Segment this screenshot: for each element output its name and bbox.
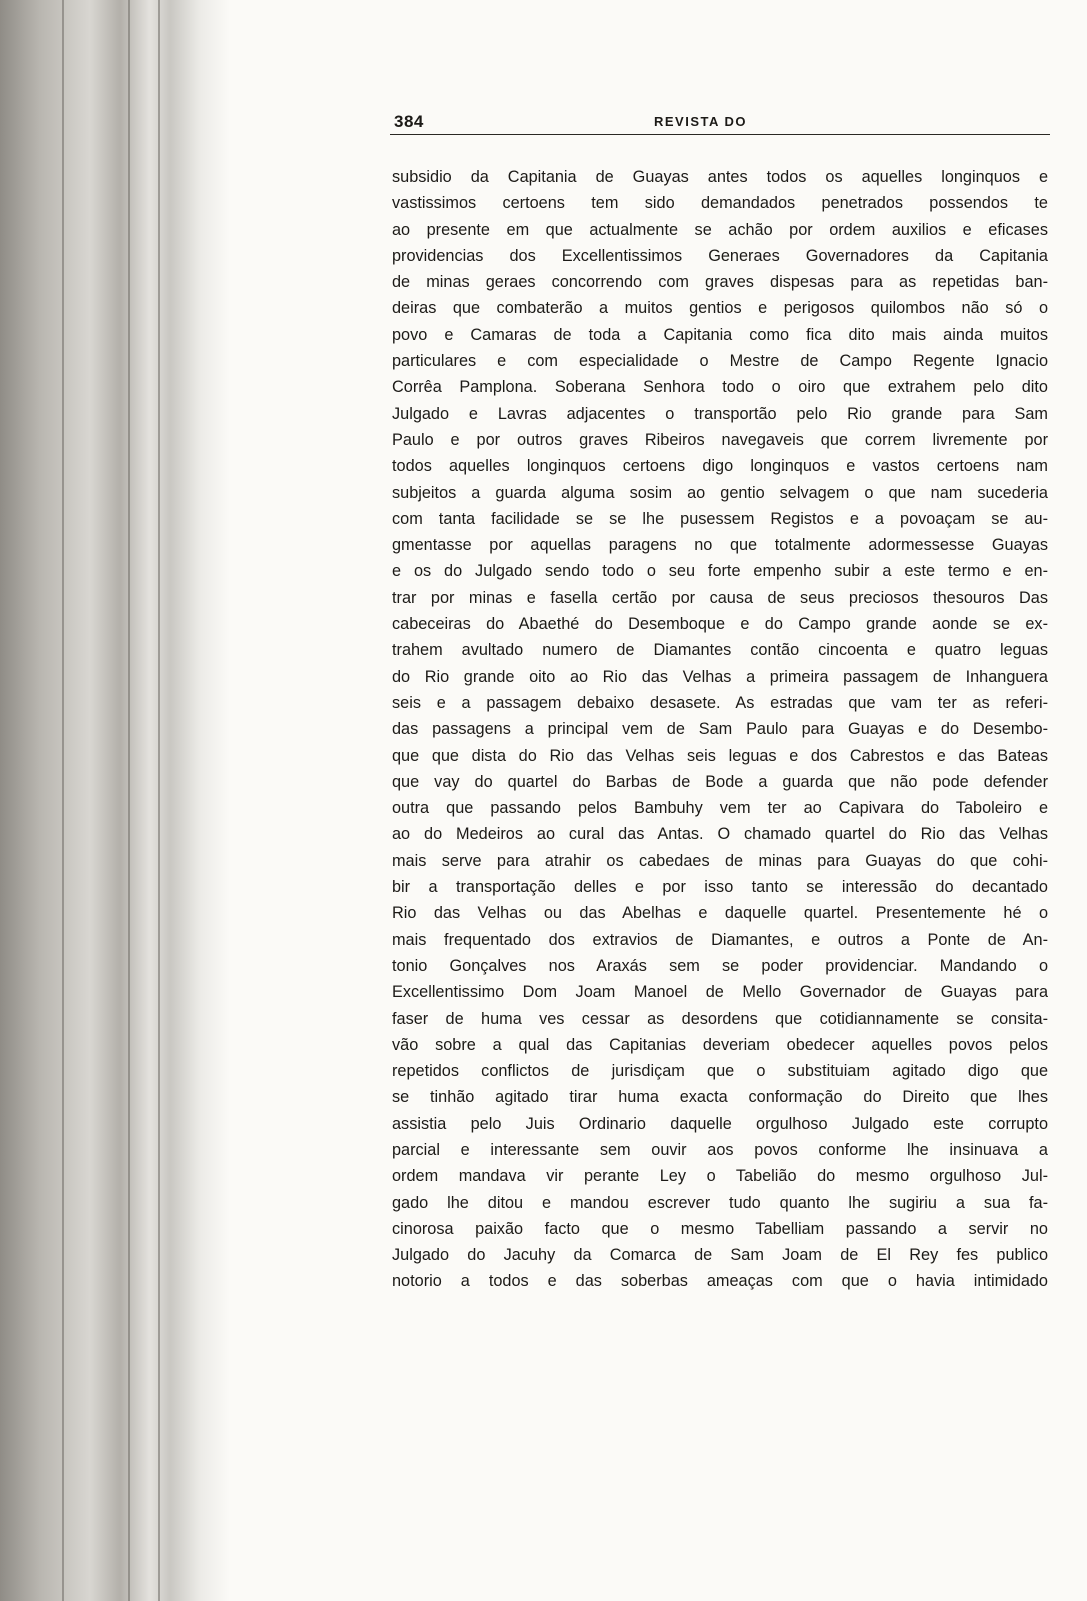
text-line: trahem avultado numero de Diamantes contão cincoenta e quatro leguas [392, 641, 1048, 660]
text-line: de minas geraes concorrendo com graves dispesas para as repetidas ban- [392, 273, 1048, 292]
text-line: que que dista do Rio das Velhas seis leguas e dos Cabrestos e das Bateas [392, 746, 1048, 765]
text-line: gado lhe ditou e mandou escrever tudo quanto lhe sugiriu a sua fa- [392, 1193, 1048, 1212]
text-line: vão sobre a qual das Capitanias deveriam obedecer aquelles povos pelos [392, 1035, 1048, 1054]
binding-line [158, 0, 160, 1601]
page-header [390, 112, 1050, 135]
text-line: das passagens a principal vem de Sam Paulo para Guayas e do Desembo- [392, 720, 1048, 739]
binding-shadow [0, 0, 230, 1601]
text-line: providencias dos Excellentissimos Generaes Governadores da Capitania [392, 246, 1048, 265]
text-line: Julgado e Lavras adjacentes o transportão pelo Rio grande para Sam [392, 404, 1048, 423]
text-line: mais serve para atrahir os cabedaes de minas para Guayas do que cohi- [392, 851, 1048, 870]
text-line: outra que passando pelos Bambuhy vem ter ao Capivara do Taboleiro e [392, 799, 1048, 818]
text-line: Excellentissimo Dom Joam Manoel de Mello Governador de Guayas para [392, 983, 1048, 1002]
text-line: Julgado do Jacuhy da Comarca de Sam Joam de El Rey fes publico [392, 1246, 1048, 1265]
text-line: faser de huma ves cessar as desordens que cotidiannamente se consita- [392, 1009, 1048, 1028]
text-line: parcial e interessante sem ouvir aos povos conforme lhe insinuava a [392, 1140, 1048, 1159]
text-line: notorio a todos e das soberbas ameaças com que o havia intimidado [392, 1272, 1048, 1291]
text-line: com tanta facilidade se se lhe pusessem Registos e a povoaçam se au- [392, 509, 1048, 528]
text-line: cinorosa paixão facto que o mesmo Tabelliam passando a servir no [392, 1219, 1048, 1238]
body-text [392, 164, 1048, 1295]
page-number: 384 [394, 112, 424, 131]
text-line: povo e Camaras de toda a Capitania como fica dito mais ainda muitos [392, 325, 1048, 344]
text-line: ao presente em que actualmente se achão por ordem auxilios e eficases [392, 220, 1048, 239]
text-line: Paulo e por outros graves Ribeiros navegaveis que correm livremente por [392, 430, 1048, 449]
text-line: ao do Medeiros ao cural das Antas. O chamado quartel do Rio das Velhas [392, 825, 1048, 844]
text-line: particulares e com especialidade o Mestre de Campo Regente Ignacio [392, 352, 1048, 371]
text-line: todos aquelles longinquos certoens digo longinquos e vastos certoens nam [392, 457, 1048, 476]
text-line: ordem mandava vir perante Ley o Tabelião do mesmo orgulhoso Jul- [392, 1167, 1048, 1186]
text-line: cabeceiras do Abaethé do Desemboque e do Campo grande aonde se ex- [392, 615, 1048, 634]
text-line: gmentasse por aquellas paragens no que totalmente adormessesse Guayas [392, 536, 1048, 555]
binding-line [62, 0, 64, 1601]
running-head: REVISTA DO [654, 114, 748, 129]
text-line: Corrêa Pamplona. Soberana Senhora todo o oiro que extrahem pelo dito [392, 378, 1048, 397]
text-line: que vay do quartel do Barbas de Bode a guarda que não pode defender [392, 772, 1048, 791]
text-line: do Rio grande oito ao Rio das Velhas a primeira passagem de Inhanguera [392, 667, 1048, 686]
text-line: subsidio da Capitania de Guayas antes todos os aquelles longinquos e [392, 168, 1048, 186]
text-line: vastissimos certoens tem sido demandados penetrados possendos te [392, 194, 1048, 213]
text-line: repetidos conflictos de jurisdiçam que o substituiam agitado digo que [392, 1062, 1048, 1081]
text-line: seis e a passagem debaixo desasete. As estradas que vam ter as referi- [392, 693, 1048, 712]
text-line: subjeitos a guarda alguma sosim ao gentio selvagem o que nam sucederia [392, 483, 1048, 502]
text-line: trar por minas e fasella certão por causa de seus preciosos thesouros Das [392, 588, 1048, 607]
text-line: se tinhão agitado tirar huma exacta conformação do Direito que lhes [392, 1088, 1048, 1107]
binding-line [128, 0, 130, 1601]
text-line: bir a transportação delles e por isso tanto se interessão do decantado [392, 878, 1048, 897]
text-line: assistia pelo Juis Ordinario daquelle orgulhoso Julgado este corrupto [392, 1114, 1048, 1133]
text-line: deiras que combaterão a muitos gentios e perigosos quilombos não só o [392, 299, 1048, 318]
text-line: Rio das Velhas ou das Abelhas e daquelle quartel. Presentemente hé o [392, 904, 1048, 923]
text-line: e os do Julgado sendo todo o seu forte empenho subir a este termo e en- [392, 562, 1048, 581]
text-line: mais frequentado dos extravios de Diamantes, e outros a Ponte de An- [392, 930, 1048, 949]
text-line: tonio Gonçalves nos Araxás sem se poder providenciar. Mandando o [392, 956, 1048, 975]
